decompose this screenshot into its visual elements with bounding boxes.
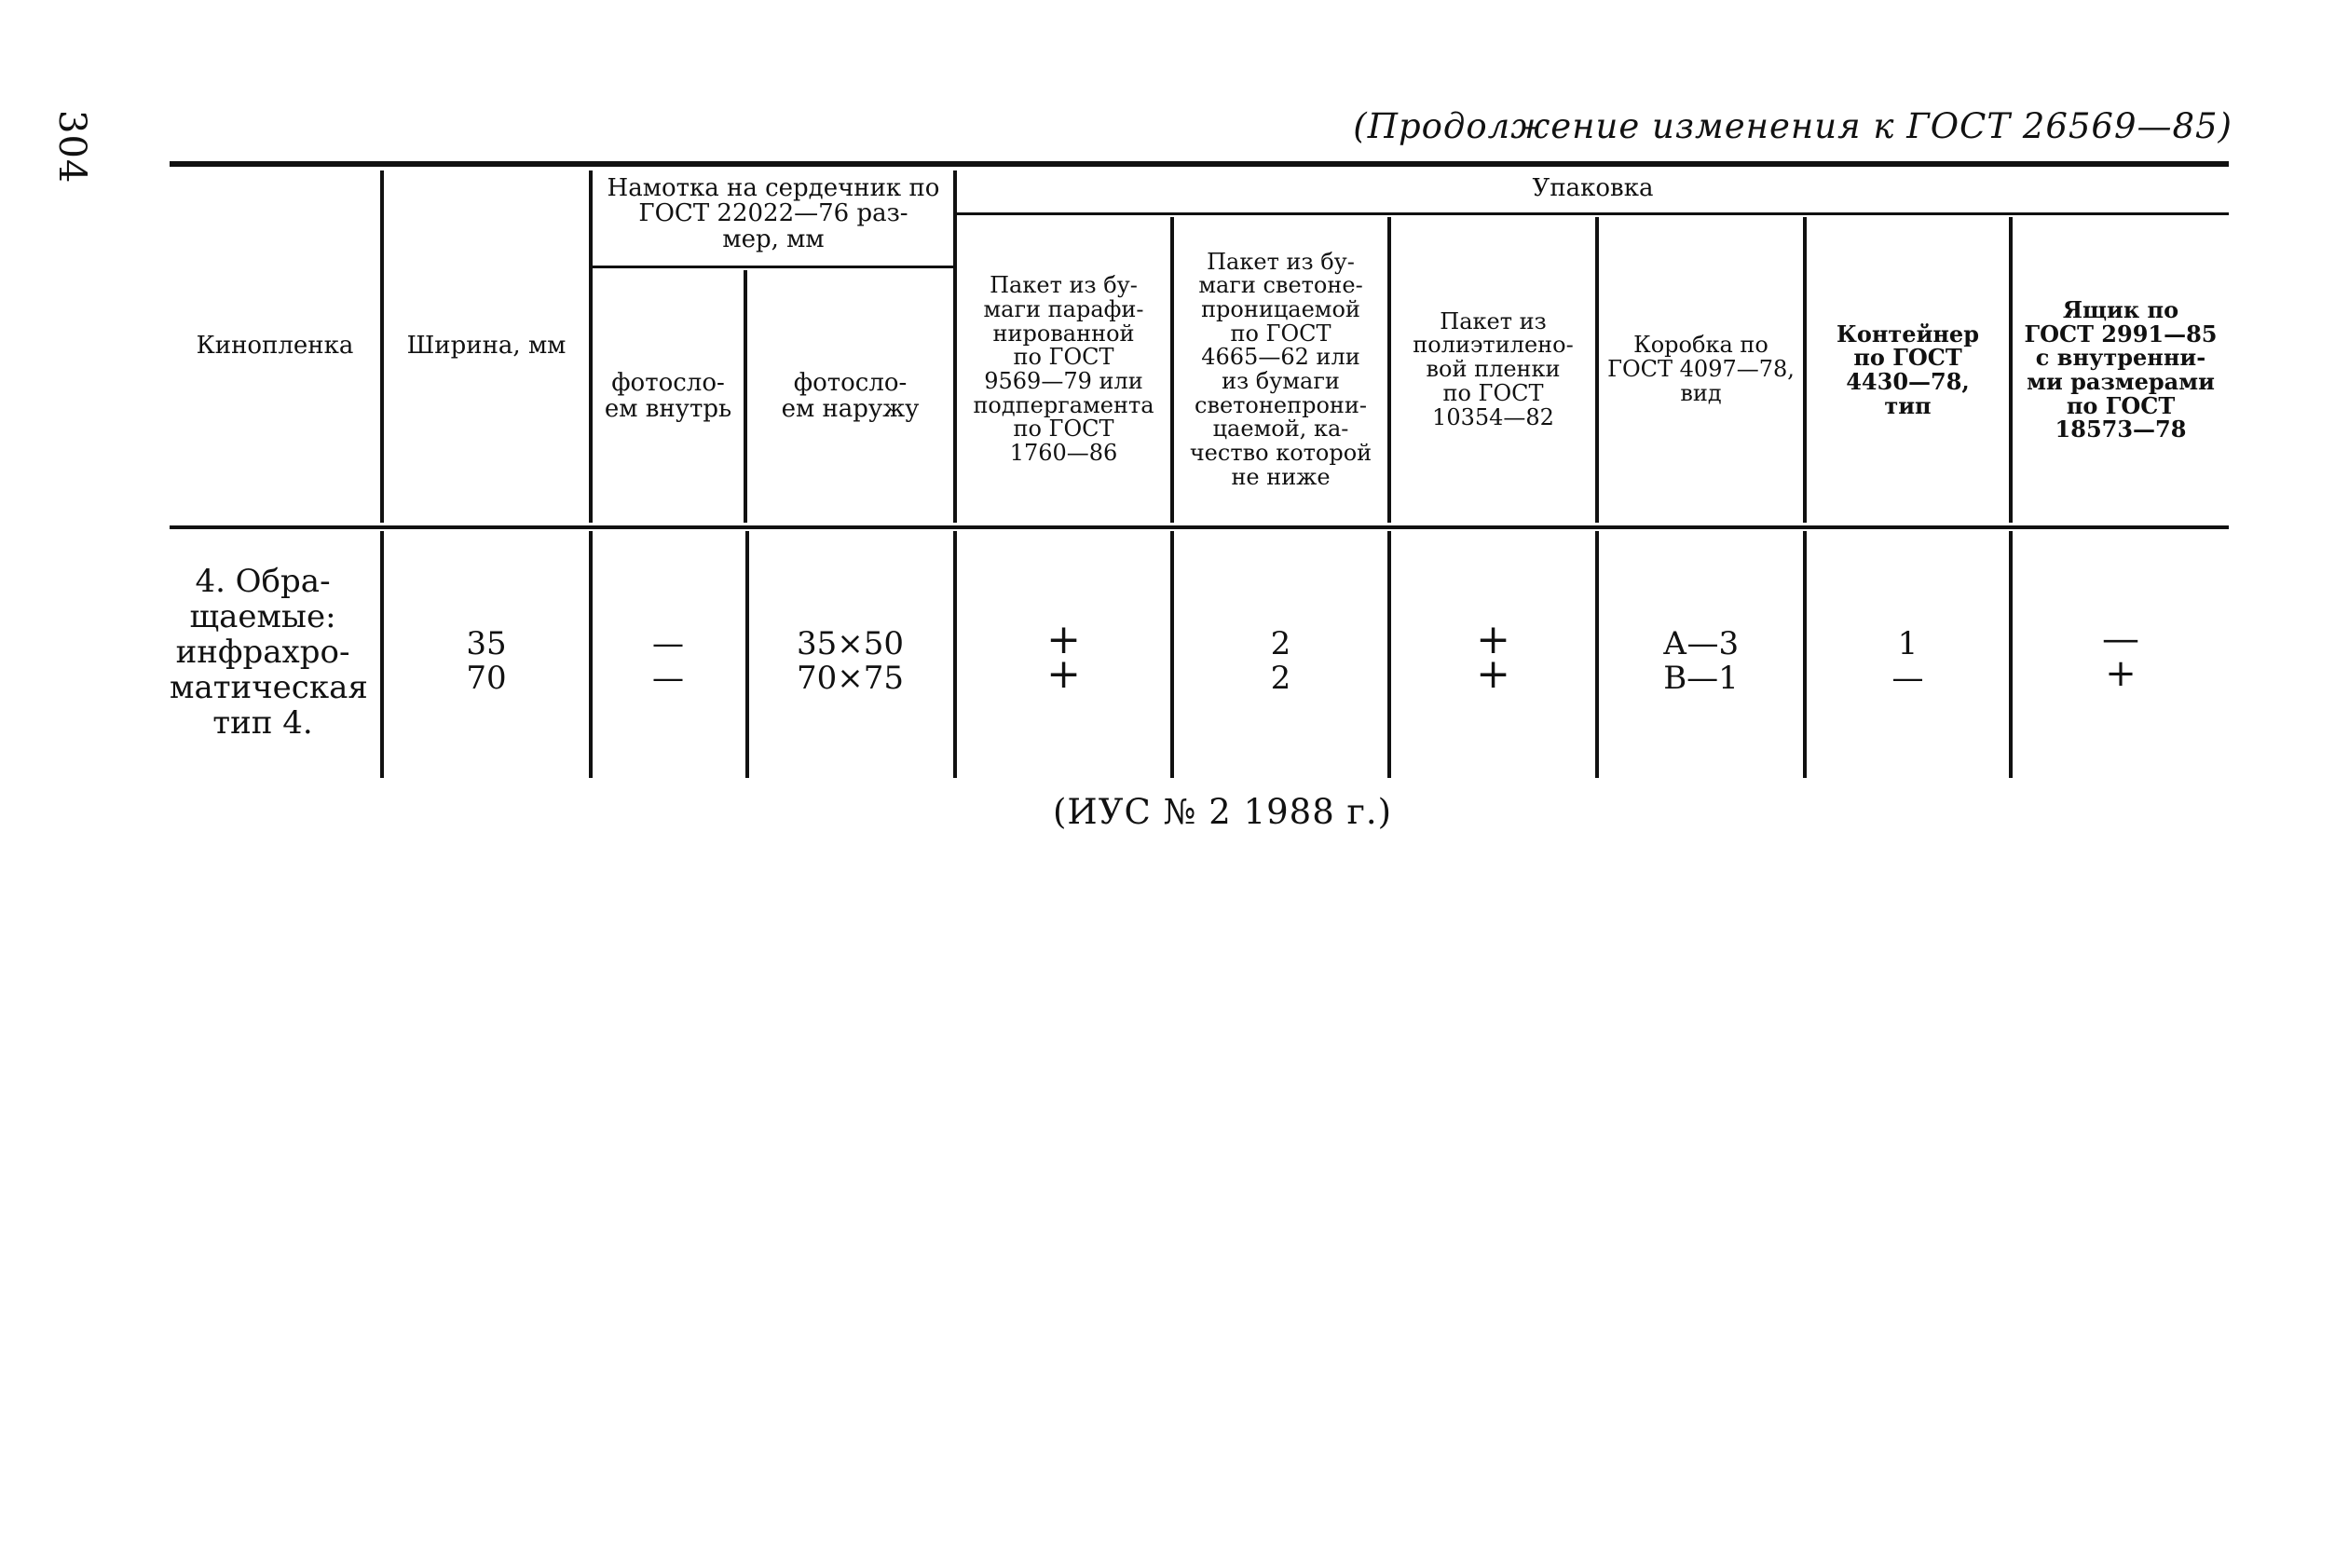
row-winding-inside: — — (652, 625, 684, 698)
header-packaging-container: Контейнер по ГОСТ 4430—78, тип (1837, 320, 1979, 419)
header-winding-outside: фотосло- ем наружу (781, 369, 920, 423)
footnote: (ИУС № 2 1988 г.) (1053, 792, 1393, 832)
row-packaging-polyethylene-bag: + + (1476, 616, 1510, 699)
header-packaging-paraffin-bag: Пакет из бу- маги парафи- нированной по ГОСТ 9569—79 или подпергамента по ГОСТ 1760—86 (973, 272, 1154, 467)
header-packaging-box: Коробка по ГОСТ 4097—78, вид (1607, 332, 1795, 406)
header-packaging-polyethylene-bag: Пакет из полиэтилено- вой пленки по ГОСТ 10354—82 (1413, 307, 1574, 430)
page-number: 304 (50, 110, 93, 184)
header-width: Ширина, мм (406, 332, 567, 361)
row-packaging-crate: — + (2102, 618, 2139, 695)
header-film: Кинопленка (196, 332, 354, 361)
row-packaging-container: 1 — (1891, 625, 1924, 698)
header-packaging-group: Упаковка (1532, 174, 1654, 203)
packaging-subheader-rule (955, 212, 2229, 215)
row-width: 35 70 (466, 625, 507, 698)
header-packaging-lightproof-bag: Пакет из бу- маги светоне- проницаемой по ГОСТ 4665—62 или из бумаги светонепрони- цаемой, ка- чество которой не ниже (1189, 248, 1372, 490)
table-header-bottom-rule (170, 525, 2229, 529)
row-packaging-box: А—3 В—1 (1662, 625, 1740, 698)
row-packaging-paraffin-bag: + + (1046, 616, 1081, 699)
winding-subheader-rule (593, 266, 955, 268)
header-packaging-crate: Ящик по ГОСТ 2991—85 с внутренни- ми размерами по ГОСТ 18573—78 (2024, 295, 2218, 443)
row-winding-outside: 35×50 70×75 (796, 625, 904, 698)
header-winding-inside: фотосло- ем внутрь (604, 369, 732, 423)
row-film-label: 4. Обра- щаемые: инфрахро- матическая тип 4. (170, 563, 368, 743)
running-header: (Продолжение изменения к ГОСТ 26569—85) (1353, 106, 2233, 146)
table-top-rule (170, 161, 2229, 167)
header-winding-group: Намотка на сердечник по ГОСТ 22022—76 раз- мер, мм (607, 174, 940, 253)
row-packaging-lightproof-bag: 2 2 (1270, 625, 1291, 698)
